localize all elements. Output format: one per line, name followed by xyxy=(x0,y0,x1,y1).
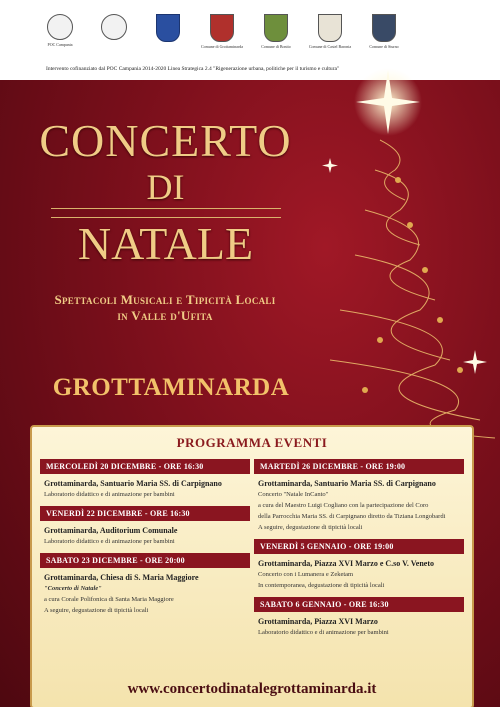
event-item xyxy=(254,539,464,591)
event-detail: a cura Corale Polifonica di Santa Maria Maggiore xyxy=(44,596,174,603)
sturno-crest-icon xyxy=(372,14,396,42)
comune-bonito-crest xyxy=(254,14,298,49)
logo-caption: POC Campania xyxy=(47,42,73,47)
event-detail: Concerto "Natale InCanto" xyxy=(258,491,329,498)
event-item xyxy=(254,597,464,638)
program-panel xyxy=(30,425,474,707)
title-concerto: CONCERTO xyxy=(39,115,292,166)
event-detail: Laboratorio didattico e di animazione per bambini xyxy=(44,538,175,545)
subtitle xyxy=(20,292,310,324)
event-detail: Laboratorio didattico e di animazione per bambini xyxy=(258,629,389,636)
event-place: Grottaminarda, Santuario Maria SS. di Carpignano xyxy=(44,479,222,488)
subtitle-line-2: in Valle d'Ufita xyxy=(117,308,213,323)
event-item xyxy=(40,553,250,616)
small-star-icon xyxy=(463,350,487,374)
event-date: VENERDÌ 5 GENNAIO - ORE 19:00 xyxy=(254,539,464,554)
comune-castel-baronia-crest xyxy=(308,14,352,49)
event-detail: a cura del Maestro Luigi Cogliano con la partecipazione del Coro xyxy=(258,502,429,509)
event-place: Grottaminarda, Piazza XVI Marzo xyxy=(258,617,378,626)
event-item xyxy=(40,459,250,500)
regione-crest-icon xyxy=(156,14,180,42)
event-place: Grottaminarda, Auditorium Comunale xyxy=(44,526,178,535)
bonito-crest-icon xyxy=(264,14,288,42)
event-date: SABATO 23 DICEMBRE - ORE 20:00 xyxy=(40,553,250,568)
comune-sturno-crest xyxy=(362,14,406,49)
regione-campania-logo xyxy=(146,14,190,42)
republic-emblem-icon xyxy=(101,14,127,40)
program-column-left xyxy=(40,459,250,622)
event-detail: In contemporanea, degustazione di tipicità locali xyxy=(258,582,385,589)
event-detail: A seguire, degustazione di tipicità locali xyxy=(44,607,149,614)
event-place: Grottaminarda, Santuario Maria SS. di Carpignano xyxy=(258,479,436,488)
event-date: MARTEDÌ 26 DICEMBRE - ORE 19:00 xyxy=(254,459,464,474)
event-place: Grottaminarda, Chiesa di S. Maria Maggiore xyxy=(44,573,199,582)
event-place: Grottaminarda, Piazza XVI Marzo e C.so V. Veneto xyxy=(258,559,434,568)
city-name: GROTTAMINARDA xyxy=(52,374,290,401)
event-detail: Laboratorio didattico e di animazione per bambini xyxy=(44,491,175,498)
event-detail: "Concerto di Natale" xyxy=(44,585,102,592)
logo-caption: Comune di Castel Baronia xyxy=(308,44,352,49)
event-date: VENERDÌ 22 DICEMBRE - ORE 16:30 xyxy=(40,506,250,521)
event-detail: A seguire, degustazione di tipicità locali xyxy=(258,524,363,531)
event-detail: della Parrocchia Maria SS. di Carpignano diretto da Tiziana Longobardi xyxy=(258,513,446,520)
logo-caption: Comune di Grottaminarda xyxy=(201,44,243,49)
title-natale: NATALE xyxy=(77,218,254,269)
staff-spiral xyxy=(330,140,495,438)
subtitle-line-1: Spettacoli Musicali e Tipicità Locali xyxy=(54,292,276,307)
title-ornament xyxy=(51,208,281,218)
small-star-icon xyxy=(322,158,338,173)
event-date: MERCOLEDÌ 20 DICEMBRE - ORE 16:30 xyxy=(40,459,250,474)
logo-caption: Comune di Bonito xyxy=(261,44,291,49)
comune-grottaminarda-crest xyxy=(200,14,244,49)
event-detail: Concerto con i Lumanera e Zeketam xyxy=(258,571,354,578)
poc-logo-icon xyxy=(47,14,73,40)
castel-baronia-crest-icon xyxy=(318,14,342,42)
music-notes xyxy=(362,177,463,393)
title-block xyxy=(28,115,303,269)
grottaminarda-crest-icon xyxy=(210,14,234,42)
title-di: DI xyxy=(146,167,185,207)
logo-caption: Comune di Sturno xyxy=(369,44,399,49)
logo-row xyxy=(38,14,406,49)
event-date: SABATO 6 GENNAIO - ORE 16:30 xyxy=(254,597,464,612)
italian-republic-emblem xyxy=(92,14,136,40)
poc-campania-logo xyxy=(38,14,82,47)
event-item xyxy=(40,506,250,547)
funding-note: Intervento cofinanziato dal POC Campania 2014-2020 Linea Strategica 2.4 "Rigenerazione urbana, politiche per il turismo e cultura" xyxy=(46,66,340,72)
event-item xyxy=(254,459,464,533)
program-column-right xyxy=(254,459,464,644)
website-link[interactable]: www.concertodinatalegrottaminarda.it xyxy=(127,681,377,697)
program-title: PROGRAMMA EVENTI xyxy=(176,435,328,450)
